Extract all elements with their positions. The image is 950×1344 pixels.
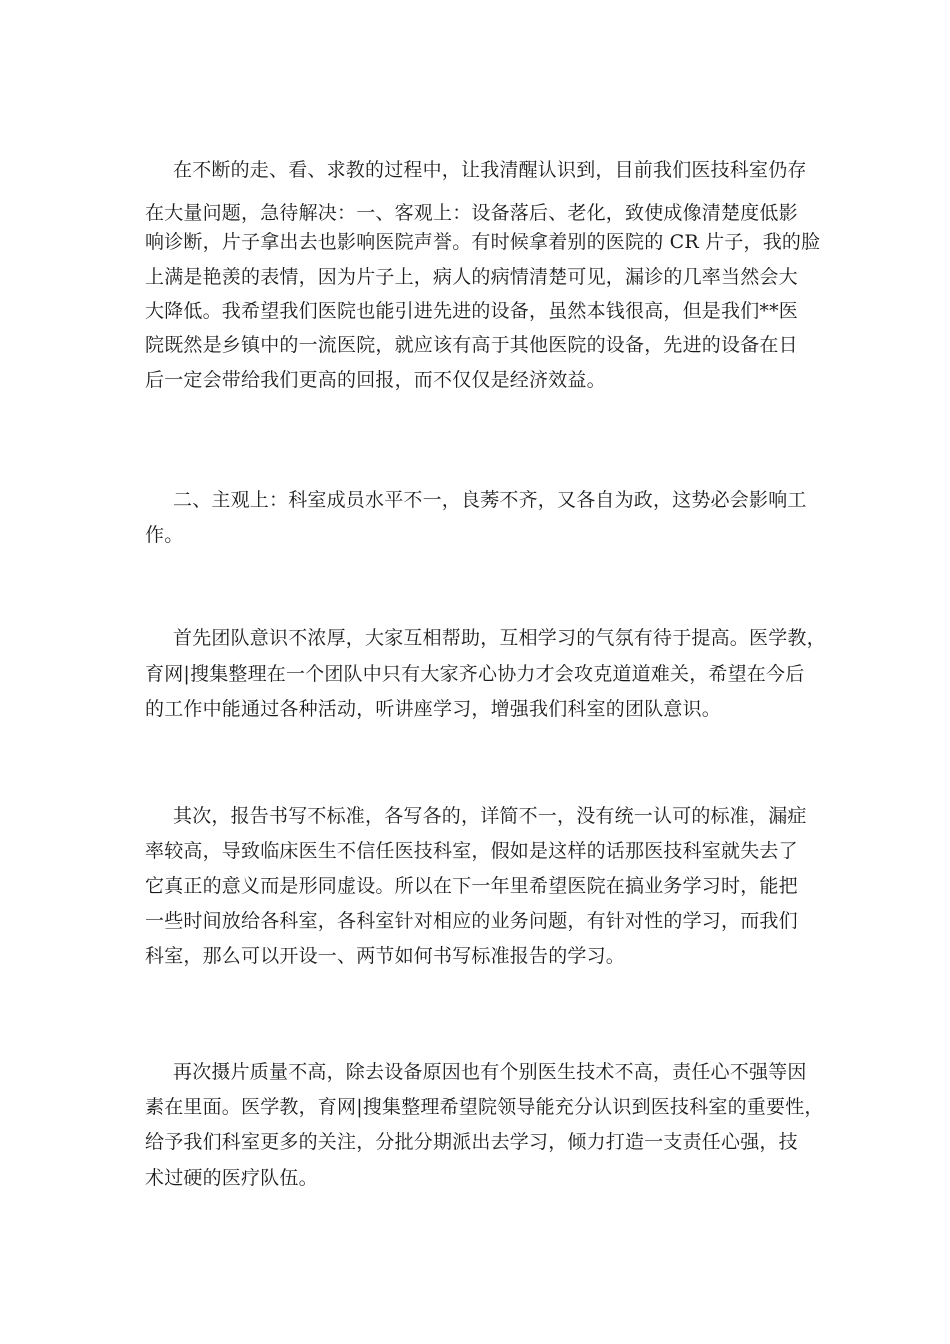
paragraph-line: 素在里面。医学教，育网|搜集整理希望院领导能充分认识到医技科室的重要性，	[145, 1096, 824, 1118]
paragraph-line: 其次，报告书写不标准，各写各的，详简不一，没有统一认可的标准，漏症	[173, 805, 807, 827]
paragraph-line: 一些时间放给各科室，各科室针对相应的业务问题，有针对性的学习，而我们	[145, 910, 798, 932]
paragraph-line: 率较高，导致临床医生不信任医技科室，假如是这样的话那医技科室就失去了	[145, 840, 798, 862]
paragraph-line: 院既然是乡镇中的一流医院，就应该有高于其他医院的设备，先进的设备在日	[145, 334, 798, 356]
paragraph-line: 再次摄片质量不高，除去设备原因也有个别医生技术不高，责任心不强等因	[173, 1061, 807, 1083]
paragraph-line: 术过硬的医疗队伍。	[145, 1167, 318, 1189]
paragraph-line: 响诊断，片子拿出去也影响医院声誉。有时候拿着别的医院的 CR 片子，我的脸	[145, 231, 821, 253]
paragraph-line: 上满是艳羡的表情，因为片子上，病人的病情清楚可见，漏诊的几率当然会大	[145, 266, 798, 288]
paragraph-line: 它真正的意义而是形同虚设。所以在下一年里希望医院在搞业务学习时，能把	[145, 875, 798, 897]
paragraph-line: 给予我们科室更多的关注，分批分期派出去学习，倾力打造一支责任心强，技	[145, 1131, 798, 1153]
paragraph-line: 在大量问题，急待解决：一、客观上：设备落后、老化，致使成像清楚度低影	[145, 202, 798, 224]
paragraph-line: 科室，那么可以开设一、两节如何书写标准报告的学习。	[145, 945, 626, 967]
paragraph-line: 大降低。我希望我们医院也能引进先进的设备，虽然本钱很高，但是我们**医	[145, 300, 799, 322]
paragraph-line: 在不断的走、看、求教的过程中，让我清醒认识到，目前我们医技科室仍存	[173, 159, 807, 181]
paragraph-line: 育网|搜集整理在一个团队中只有大家齐心协力才会攻克道道难关，希望在今后	[145, 663, 805, 685]
paragraph-line: 作。	[145, 524, 184, 546]
paragraph-line: 的工作中能通过各种活动，听讲座学习，增强我们科室的团队意识。	[145, 698, 722, 720]
paragraph-line: 首先团队意识不浓厚，大家互相帮助，互相学习的气氛有待于提高。医学教，	[173, 627, 826, 649]
paragraph-line: 后一定会带给我们更高的回报，而不仅仅是经济效益。	[145, 369, 606, 391]
paragraph-line: 二、主观上：科室成员水平不一，良莠不齐，又各自为政，这势必会影响工	[173, 489, 807, 511]
